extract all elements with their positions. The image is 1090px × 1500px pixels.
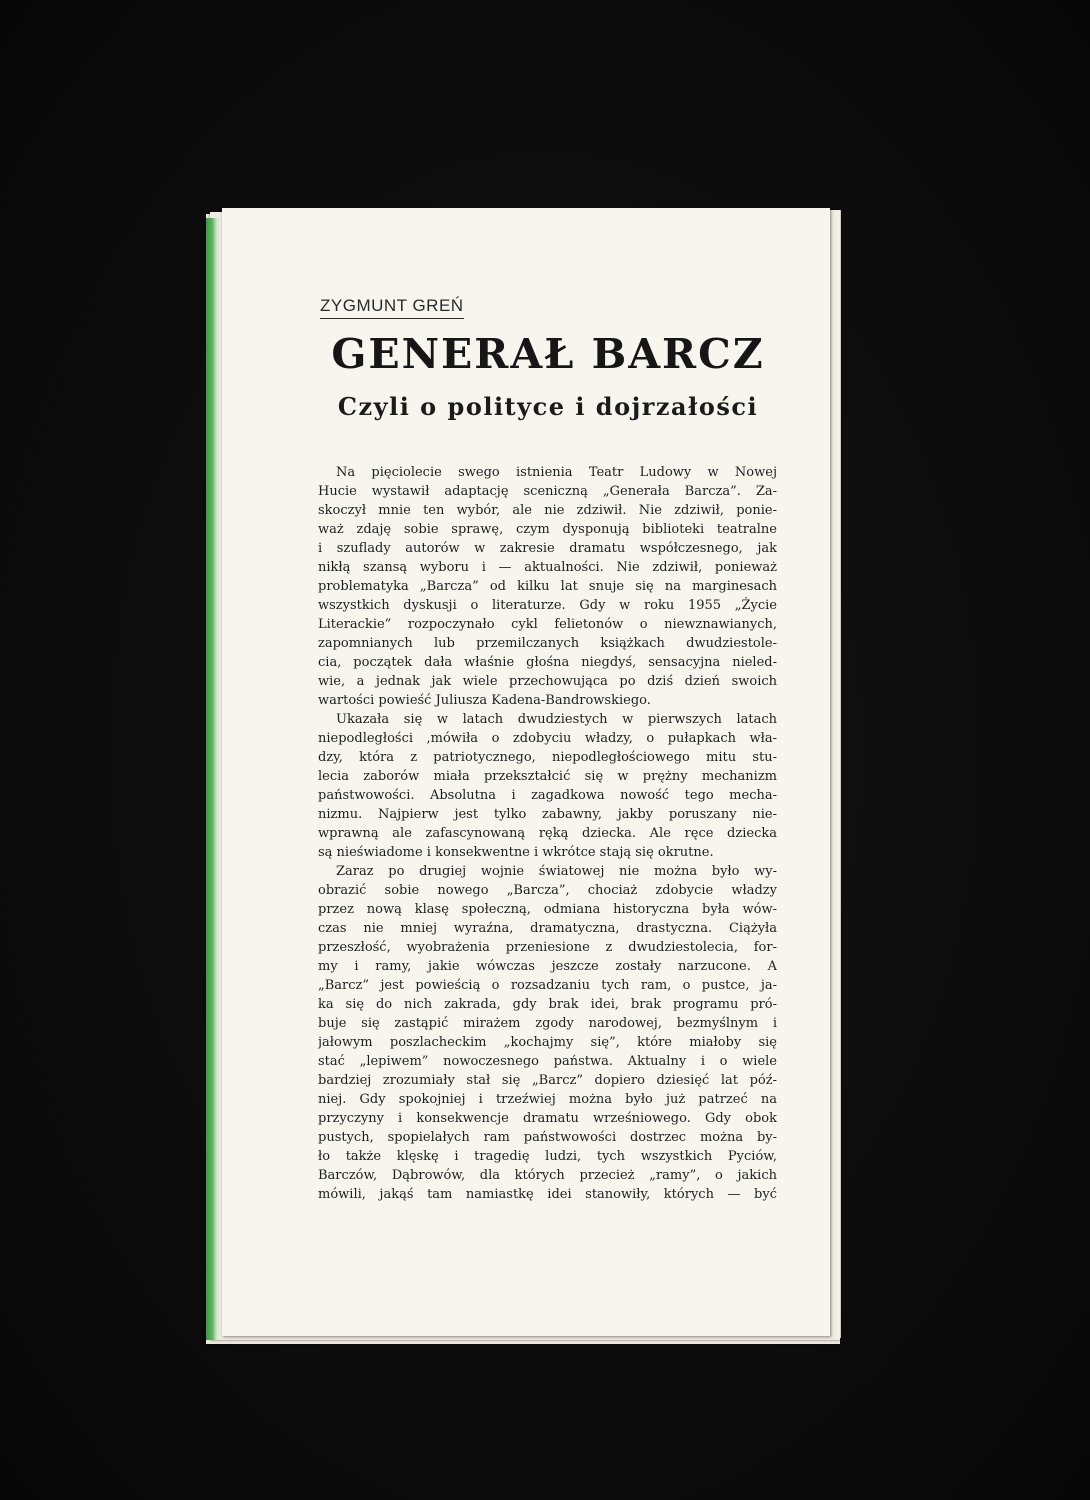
body-line: Zaraz po drugiej wojnie światowej nie można było wy- — [336, 864, 777, 879]
body-line: Hucie wystawił adaptację sceniczną „Generała Barcza”. Za- — [318, 484, 777, 499]
article-body — [318, 463, 777, 1204]
body-line: jałowym poszlacheckim „kochajmy się”, które miałoby się — [318, 1035, 777, 1050]
body-line: lecia zaborów miała przekształcić się w prężny mechanizm — [318, 769, 777, 784]
body-line: ka się do nich zakrada, gdy brak idei, brak programu pró- — [318, 997, 777, 1012]
body-line: ło także klęskę i tragedię ludzi, tych wszystkich Pyciów, — [318, 1149, 777, 1164]
body-line: przyczyny i konsekwencje dramatu wrześniowego. Gdy obok — [318, 1111, 777, 1126]
body-line: niej. Gdy spokojniej i trzeźwiej można było już patrzeć na — [318, 1092, 777, 1107]
body-line: stać „lepiwem” nowoczesnego państwa. Aktualny i o wiele — [318, 1054, 777, 1069]
body-line: pustych, spopielałych ram państwowości dostrzec można by- — [318, 1130, 777, 1145]
body-line: są nieświadome i konsekwentne i wkrótce stają się okrutne. — [318, 845, 714, 860]
body-line: wie, a jednak jak wiele przechowująca po dziś dzień swoich — [318, 674, 777, 689]
body-line: przez nową klasę społeczną, odmiana historyczna była wów- — [318, 902, 777, 917]
body-line: dzy, która z patriotycznego, niepodległościowego mitu stu- — [318, 750, 777, 765]
body-line: obrazić sobie nowego „Barcza”, chociaż zdobycie władzy — [318, 883, 777, 898]
body-line: zapomnianych lub przemilczanych książkach dwudziestole- — [318, 636, 777, 651]
body-line: cia, początek dała właśnie głośna niegdyś, sensacyjna nieled- — [318, 655, 777, 670]
body-line: państwowości. Absolutna i zagadkowa nowość tego mecha- — [318, 788, 777, 803]
body-line: Literackie” rozpoczynało cykl felietonów o niewznawianych, — [318, 617, 777, 632]
body-line: niepodległości ,mówiła o zdobyciu władzy, o pułapkach wła- — [318, 731, 777, 746]
body-line: bardziej zrozumiały stał się „Barcz” dopiero dziesięć lat póź- — [318, 1073, 777, 1088]
body-line: Ukazała się w latach dwudziestych w pierwszych latach — [336, 712, 777, 727]
author-name: ZYGMUNT GREŃ — [320, 296, 464, 319]
body-line: buje się zastąpić mirażem zgody narodowej, bezmyślnym i — [318, 1016, 777, 1031]
body-line: mówili, jakąś tam namiastkę idei stanowiły, których — być — [318, 1187, 777, 1202]
body-line: waż zdaję sobie sprawę, czym dysponują biblioteki teatralne — [318, 522, 777, 537]
article-subtitle: Czyli o polityce i dojrzałości — [337, 392, 759, 421]
body-line: nizmu. Najpierw jest tylko zabawny, jakby poruszany nie- — [318, 807, 777, 822]
body-line: wartości powieść Juliusza Kadena-Bandrowskiego. — [318, 693, 651, 708]
body-line: wszystkich dyskusji o literaturze. Gdy w roku 1955 „Życie — [318, 598, 777, 613]
article-title: GENERAŁ BARCZ — [331, 330, 765, 378]
body-line: nikłą szansą wyboru i — aktualności. Nie zdziwił, ponieważ — [318, 560, 777, 575]
body-line: skoczył mnie ten wybór, ale nie zdziwił. Nie zdziwił, ponie- — [318, 503, 777, 518]
body-line: przeszłość, wyobrażenia przeniesione z dwudziestolecia, for- — [318, 940, 777, 955]
body-line: Barczów, Dąbrowów, dla których przecież „ramy”, o jakich — [318, 1168, 777, 1183]
body-line: „Barcz” jest powieścią o rozsadzaniu tych ram, o pustce, ja- — [318, 978, 777, 993]
green-cover-edge — [206, 218, 220, 1340]
body-line: problematyka „Barcza” od kilku lat snuje się na marginesach — [318, 579, 777, 594]
body-line: my i ramy, jakie wówczas jeszcze zostały narzucone. A — [318, 959, 777, 974]
body-line: i szuflady autorów w zakresie dramatu współczesnego, jak — [318, 541, 777, 556]
body-line: czas nie mniej wyraźna, dramatyczna, drastyczna. Ciążyła — [318, 921, 777, 936]
body-line: wprawną ale zafascynowaną ręką dziecka. Ale ręce dziecka — [318, 826, 777, 841]
body-line: Na pięciolecie swego istnienia Teatr Ludowy w Nowej — [336, 465, 777, 480]
